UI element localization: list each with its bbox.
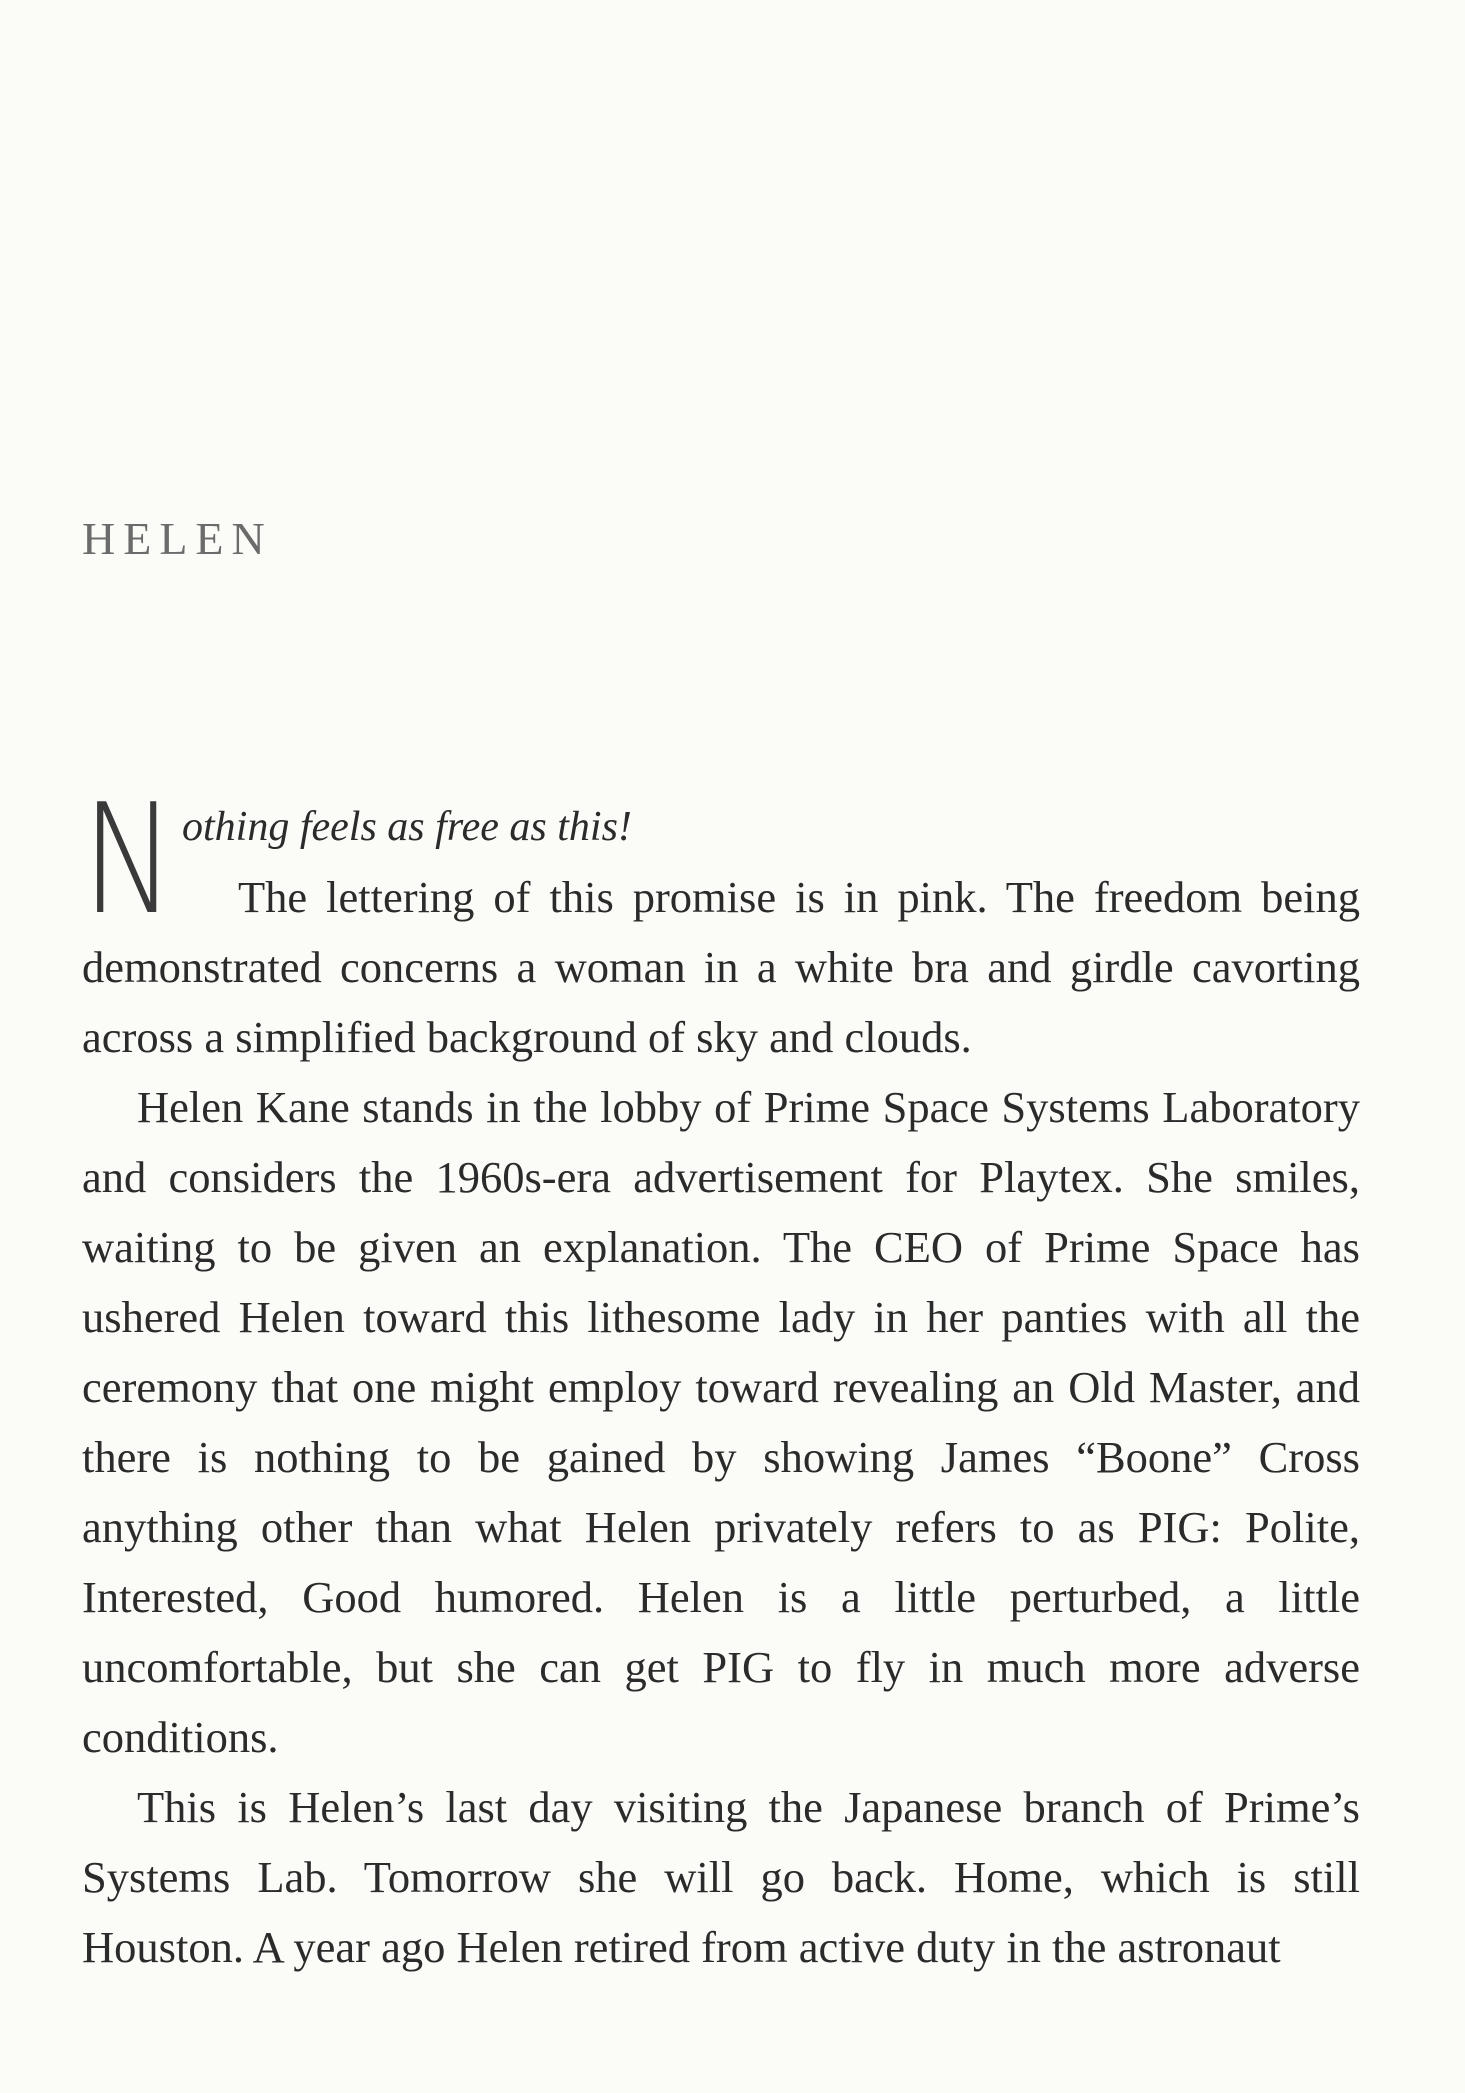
opening-first-line: The lettering of this promise is in pink. The freedom being bbox=[238, 872, 1360, 922]
chapter-title: HELEN bbox=[82, 513, 273, 564]
paragraph: This is Helen’s last day visiting the Japanese branch of Prime’s Systems Lab. Tomorrow she will go back. Home, which is still Houston. A year ago Helen retired from active duty in the astronaut bbox=[82, 1782, 1360, 1972]
opening-italic-line: othing feels as free as this! bbox=[182, 804, 632, 850]
paragraph: Helen Kane stands in the lobby of Prime Space Systems Laboratory and considers the 1960s-era advertisement for Playtex. She smiles, waiting to be given an explanation. The CEO of Prime Space has ushered Helen toward this lithesome lady in her panties with all the ceremony that one might employ toward revealing an Old Master, and there is nothing to be gained by showing James “Boone” Cross anything other than what Helen privately refers to as PIG: Polite, Interested, Good humored. Helen is a little perturbed, a little uncomfortable, but she can get PIG to fly in much more adverse conditions. bbox=[82, 1082, 1360, 1762]
opening-block bbox=[82, 771, 1360, 948]
drop-cap: N bbox=[82, 771, 176, 948]
opening-paragraph-continuation: demonstrated concerns a woman in a white bra and girdle cavorting across a simplified background of sky and clouds. bbox=[82, 942, 1360, 1062]
body-text bbox=[82, 771, 1360, 1982]
